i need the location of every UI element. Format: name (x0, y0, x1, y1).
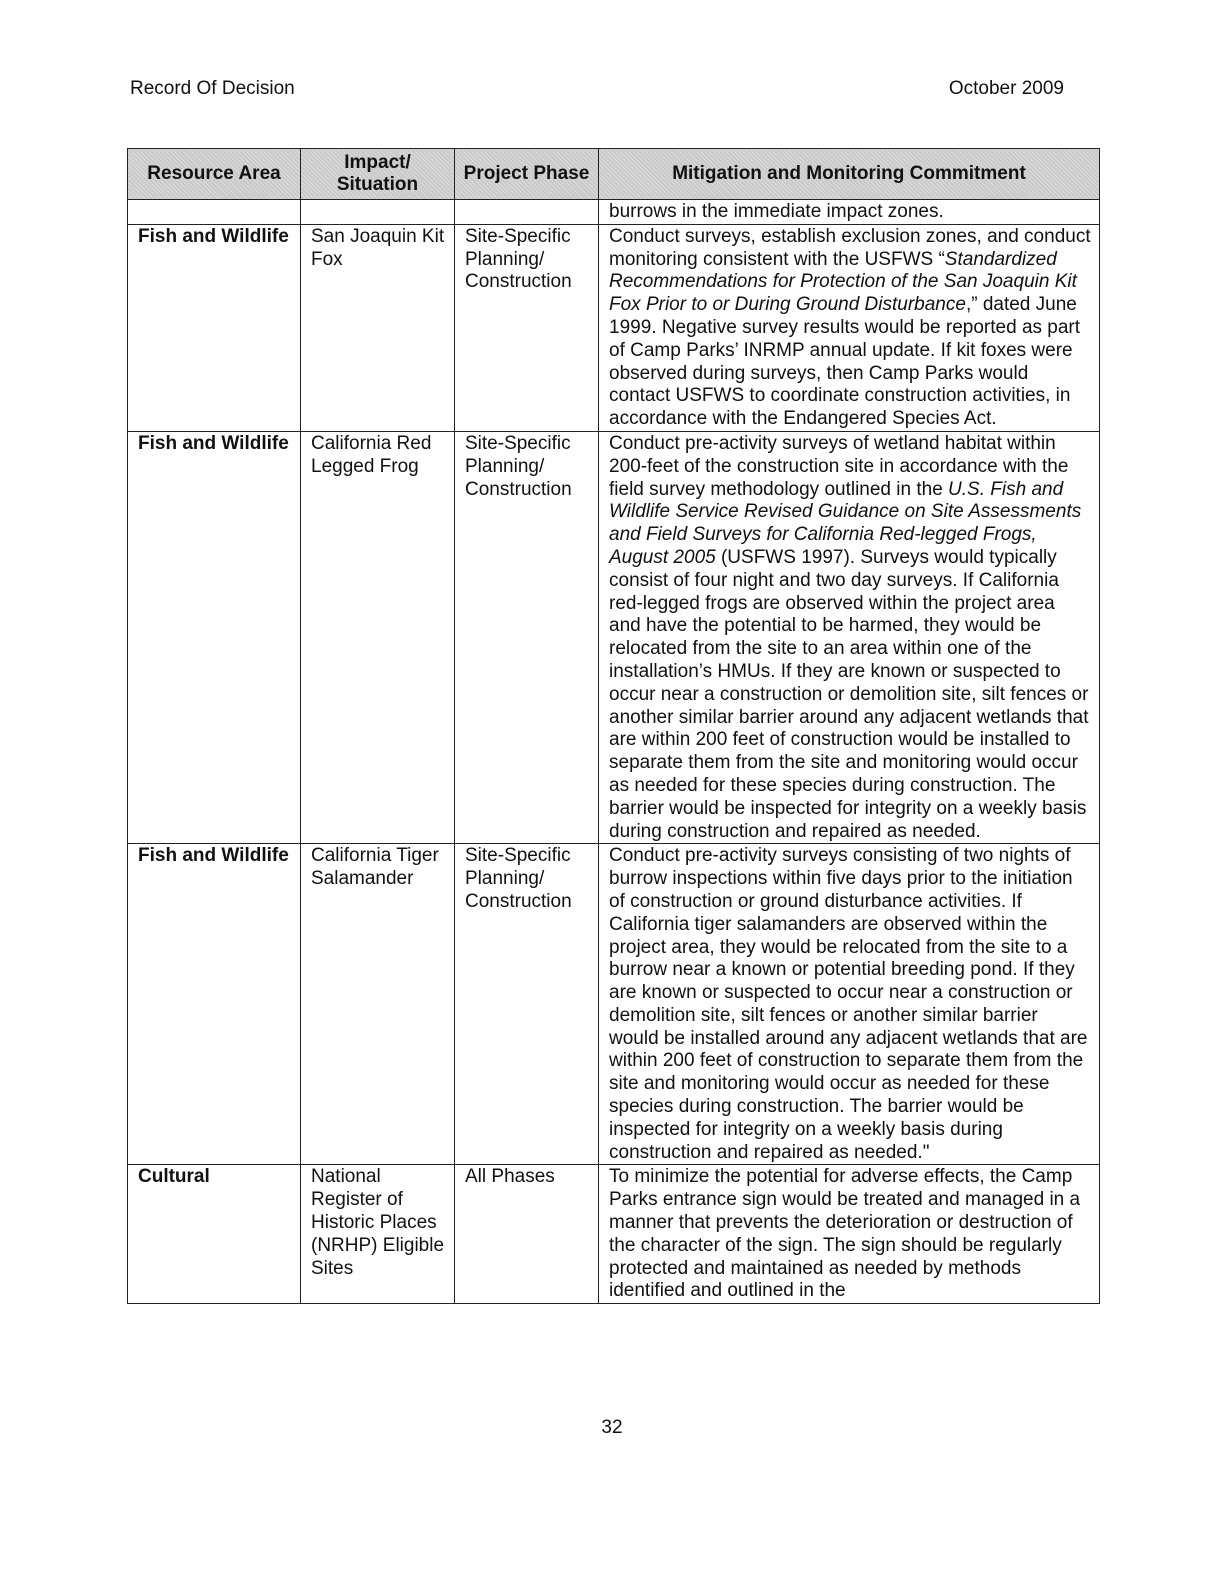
mitigation-cell: Conduct pre-activity surveys consisting of two nights of burrow inspections within five days prior to the initiation of construction or ground disturbance activities. If California tiger salamanders are observed within the project area, they would be relocated from the site to a burrow near a known or potential breeding pond. If they are known or suspected to occur near a construction or demolition site, silt fences or another similar barrier would be installed around any adjacent wetlands that are within 200 feet of construction to separate them from the site and monitoring would occur as needed for these species during construction. The barrier would be inspected for integrity on a weekly basis during construction and repaired as needed." (599, 844, 1100, 1165)
header-date: October 2009 (948, 78, 1064, 99)
table-row (128, 1165, 1100, 1304)
impact-cell (301, 200, 455, 225)
phase-cell: Site-Specific Planning/ Construction (455, 844, 599, 1165)
table-row (128, 844, 1100, 1165)
resource-cell: Cultural (128, 1165, 301, 1304)
impact-cell: California Red Legged Frog (301, 431, 455, 843)
header-resource-area: Resource Area (128, 149, 301, 200)
header-title: Record Of Decision (130, 78, 295, 99)
resource-cell (128, 200, 301, 225)
mitigation-cell (599, 224, 1100, 431)
resource-cell: Fish and Wildlife (128, 844, 301, 1165)
mitigation-text: (USFWS 1997). Surveys would typically consist of four night and two day surveys. If California red-legged frogs are observed within the project area and have the potential to be harmed, they would be relocated from the site to an area within one of the installation’s HMUs. If they are known or suspected to occur near a construction or demolition site, silt fences or another similar barrier around any adjacent wetlands that are within 200 feet of construction would be installed to separate them from the site and monitoring would occur as needed for these species during construction. The barrier would be inspected for integrity on a weekly basis during construction and repaired as needed. (609, 546, 1089, 842)
table-row (128, 224, 1100, 431)
resource-cell: Fish and Wildlife (128, 431, 301, 843)
mitigation-table (127, 148, 1100, 1304)
impact-cell: National Register of Historic Places (NRHP) Eligible Sites (301, 1165, 455, 1304)
table-row (128, 200, 1100, 225)
mitigation-text: Conduct surveys, establish exclusion zones, and conduct monitoring consistent with the USFWS “ (609, 225, 1091, 270)
page-number: 32 (601, 1417, 623, 1438)
impact-cell: San Joaquin Kit Fox (301, 224, 455, 431)
mitigation-cell: To minimize the potential for adverse effects, the Camp Parks entrance sign would be treated and managed in a manner that prevents the deterioration or destruction of the character of the sign. The sign should be regularly protected and maintained as needed by methods identified and outlined in the (599, 1165, 1100, 1304)
header-mitigation: Mitigation and Monitoring Commitment (599, 149, 1100, 200)
table-header-row (128, 149, 1100, 200)
phase-cell: Site-Specific Planning/ Construction (455, 431, 599, 843)
phase-cell (455, 200, 599, 225)
header-impact-situation: Impact/ Situation (301, 149, 455, 200)
table-row (128, 431, 1100, 843)
phase-cell: Site-Specific Planning/ Construction (455, 224, 599, 431)
mitigation-text: ,” dated June 1999. Negative survey results would be reported as part of Camp Parks’ INRMP annual update. If kit foxes were observed during surveys, then Camp Parks would contact USFWS to coordinate construction activities, in accordance with the Endangered Species Act. (609, 294, 1081, 430)
mitigation-cell (599, 431, 1100, 843)
resource-cell: Fish and Wildlife (128, 224, 301, 431)
mitigation-text: Conduct pre-activity surveys of wetland habitat within 200-feet of the construction site in accordance with the field survey methodology outlined in the (609, 432, 1069, 500)
header-project-phase: Project Phase (455, 149, 599, 200)
mitigation-cell: burrows in the immediate impact zones. (599, 200, 1100, 225)
phase-cell: All Phases (455, 1165, 599, 1304)
impact-cell: California Tiger Salamander (301, 844, 455, 1165)
mitigation-citation: Standardized Recommendations for Protection of the San Joaquin Kit Fox Prior to or During Ground Disturbance (609, 248, 1077, 316)
mitigation-citation: U.S. Fish and Wildlife Service Revised Guidance on Site Assessments and Field Surveys for California Red-legged Frogs, August 2005 (609, 478, 1082, 568)
